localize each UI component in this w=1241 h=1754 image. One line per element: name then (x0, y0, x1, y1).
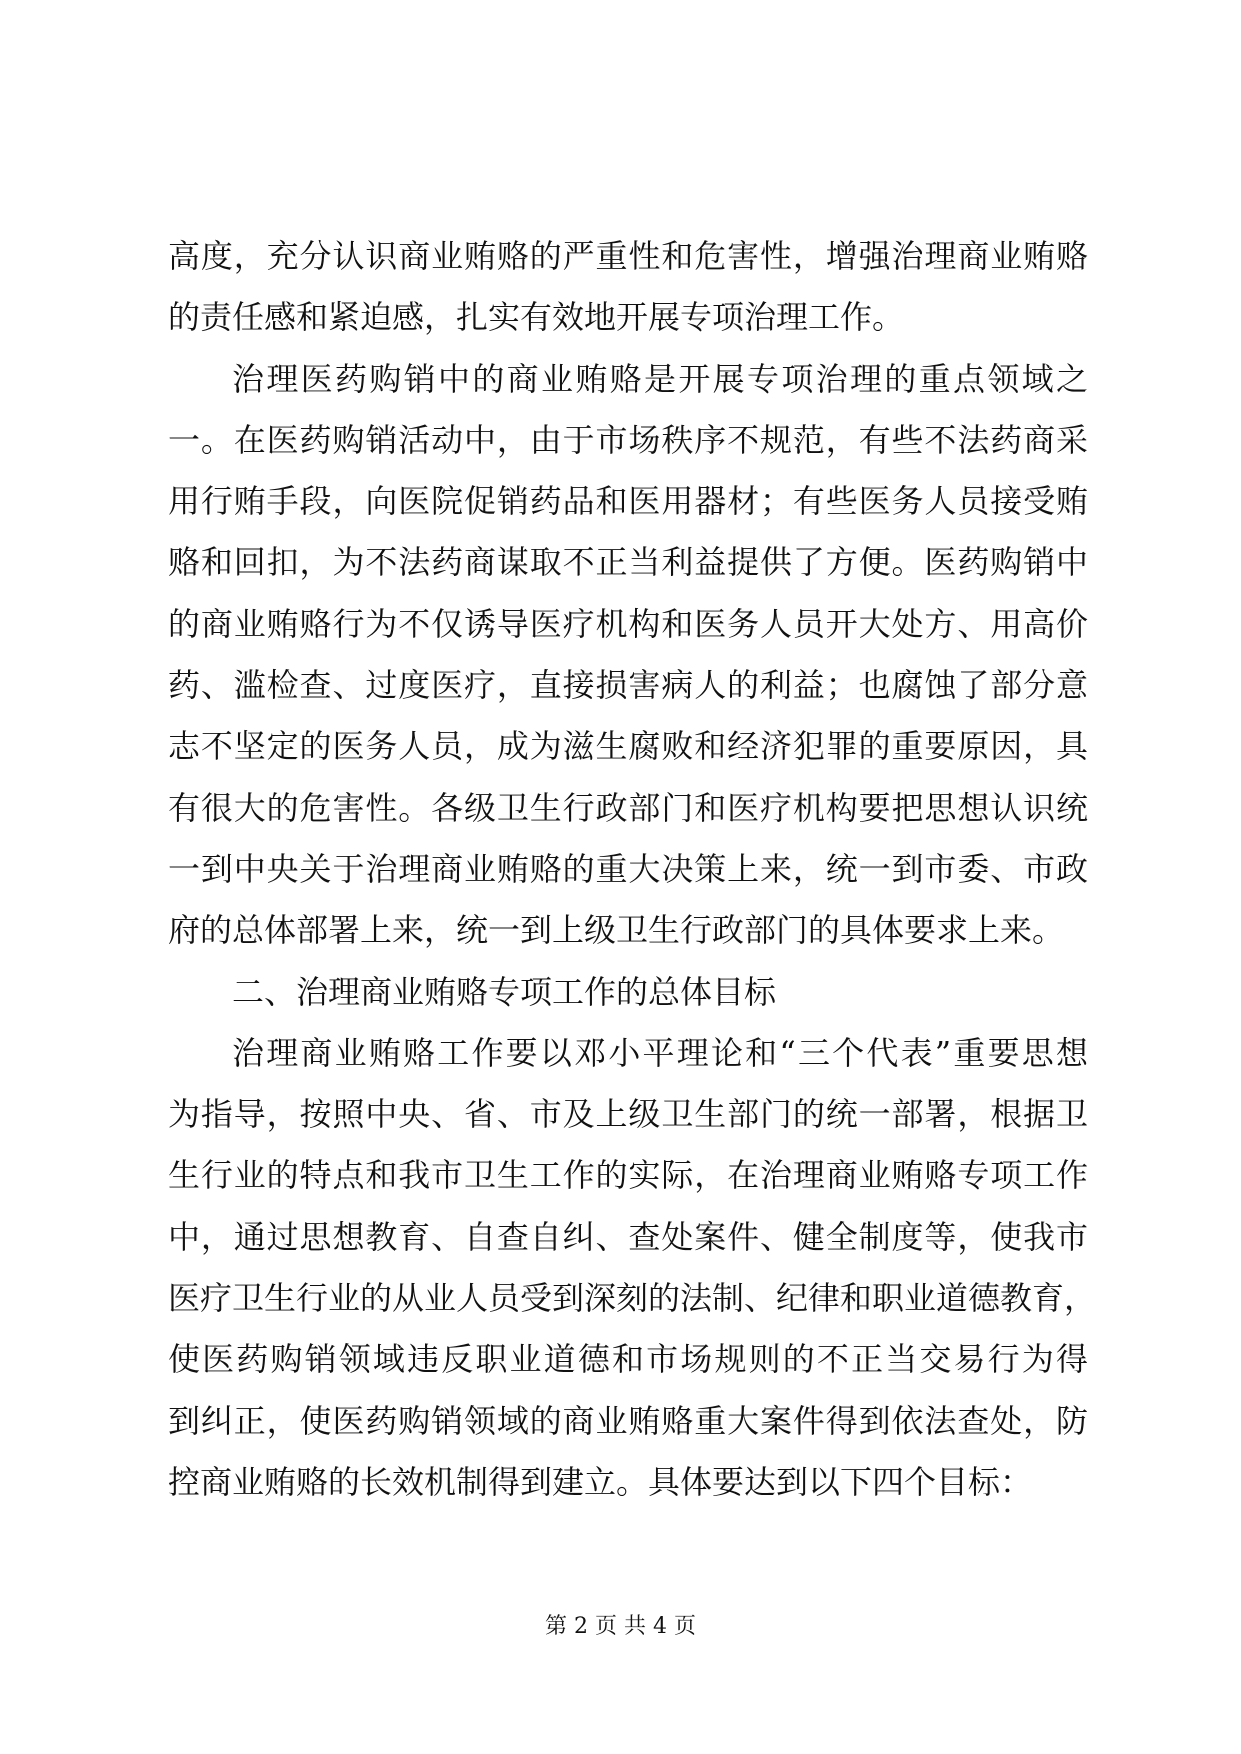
text-line: 使医药购销领域违反职业道德和市场规则的不正当交易行为得 (168, 1340, 1088, 1379)
text-line: 高度，充分认识商业贿赂的严重性和危害性，增强治理商业贿赂 (168, 237, 1088, 275)
body-text (168, 226, 1097, 1513)
text-line: 赂和回扣，为不法药商谋取不正当利益提供了方便。医药购销中 (168, 543, 1088, 582)
text-line: 一。在医药购销活动中，由于市场秩序不规范，有些不法药商采 (168, 420, 1088, 459)
text-line: 治理商业贿赂工作要以邓小平理论和“三个代表”重要思想 (232, 1033, 1088, 1072)
text-line: 医疗卫生行业的从业人员受到深刻的法制、纪律和职业道德教育， (168, 1279, 1097, 1318)
text-line: 生行业的特点和我市卫生工作的实际，在治理商业贿赂专项工作 (168, 1156, 1088, 1195)
text-line: 控商业贿赂的长效机制得到建立。具体要达到以下四个目标： (168, 1462, 1033, 1501)
text-line: 药、滥检查、过度医疗，直接损害病人的利益；也腐蚀了部分意 (168, 666, 1088, 705)
text-line: 为指导，按照中央、省、市及上级卫生部门的统一部署，根据卫 (168, 1095, 1088, 1134)
text-line: 的商业贿赂行为不仅诱导医疗机构和医务人员开大处方、用高价 (168, 604, 1088, 643)
text-line: 一到中央关于治理商业贿赂的重大决策上来，统一到市委、市政 (168, 849, 1088, 888)
text-line: 到纠正，使医药购销领域的商业贿赂重大案件得到依法查处，防 (168, 1401, 1088, 1440)
text-line: 的责任感和紧迫感，扎实有效地开展专项治理工作。 (168, 298, 905, 337)
text-line: 府的总体部署上来，统一到上级卫生行政部门的具体要求上来。 (168, 911, 1065, 950)
text-line: 中，通过思想教育、自查自纠、查处案件、健全制度等，使我市 (168, 1217, 1088, 1256)
text-line: 用行贿手段，向医院促销药品和医用器材；有些医务人员接受贿 (168, 482, 1088, 521)
page-footer: 第 2 页 共 4 页 (545, 1614, 696, 1639)
text-line: 治理医药购销中的商业贿赂是开展专项治理的重点领域之 (232, 359, 1088, 398)
text-line: 志不坚定的医务人员，成为滋生腐败和经济犯罪的重要原因，具 (168, 727, 1088, 766)
text-line: 有很大的危害性。各级卫生行政部门和医疗机构要把思想认识统 (168, 788, 1088, 827)
text-line: 二、治理商业贿赂专项工作的总体目标 (232, 972, 777, 1011)
